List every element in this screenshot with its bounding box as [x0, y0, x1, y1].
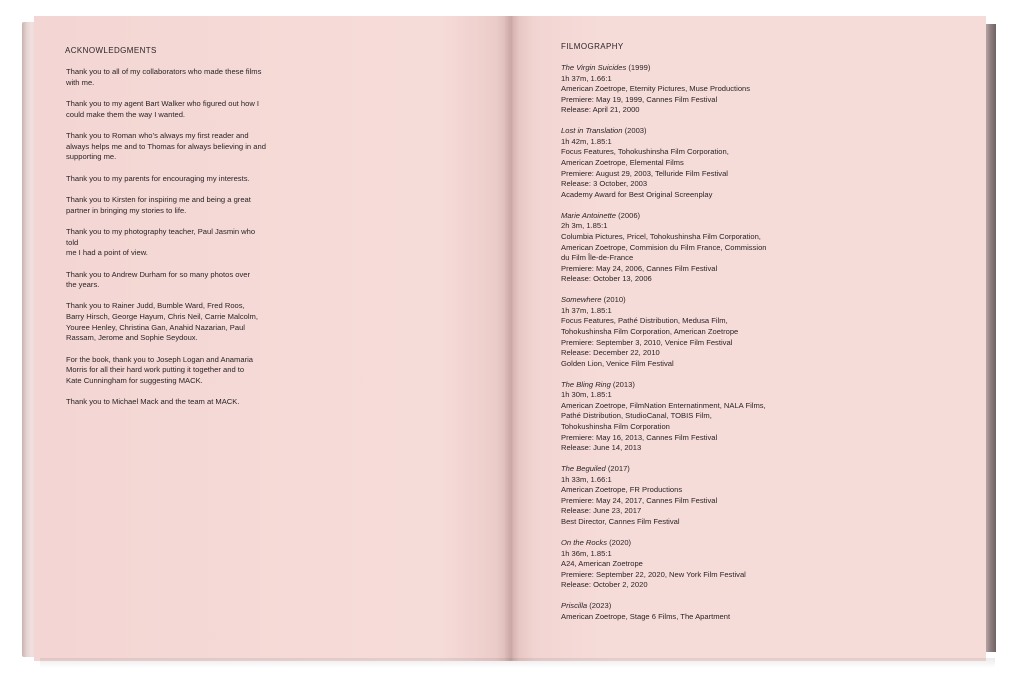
film-detail-line: Release: December 22, 2010 [561, 348, 660, 358]
acknowledgment-paragraph [66, 355, 266, 387]
film-year: (2010) [601, 295, 626, 305]
film-title: The Bling Ring [561, 379, 611, 389]
acknowledgment-line: Thank you to my agent Bart Walker who figured out how I [66, 98, 260, 108]
acknowledgment-line: Barry Hirsch, George Hayum, Chris Neil, Carrie Malcolm, [66, 312, 258, 322]
film-year: (2023) [587, 601, 612, 611]
film-year: (2020) [607, 537, 632, 547]
acknowledgment-line: Thank you to all of my collaborators who made these films [66, 67, 262, 76]
book-shadow [40, 658, 995, 668]
film-detail-line: Release: June 23, 2017 [561, 506, 642, 516]
acknowledgment-paragraph [66, 227, 266, 259]
film-entry [561, 295, 771, 369]
acknowledgment-line: always helps me and to Thomas for always believing in and [66, 141, 266, 151]
film-detail-line: 1h 37m, 1.85:1 [561, 305, 612, 315]
film-detail-line: American Zoetrope, Elemental Films [561, 158, 684, 168]
film-detail-line: 1h 37m, 1.66:1 [561, 73, 612, 83]
film-title-line [561, 464, 771, 475]
filmography-heading: FILMOGRAPHY [561, 42, 624, 51]
film-title-line [561, 63, 771, 74]
film-detail-line: Release: October 2, 2020 [561, 580, 648, 590]
film-detail-line: 2h 3m, 1.85:1 [561, 221, 608, 231]
film-title-line [561, 211, 771, 222]
acknowledgment-line: Thank you to Rainer Judd, Bumble Ward, Fred Roos, [66, 301, 245, 311]
acknowledgment-paragraph [66, 99, 266, 120]
film-detail-line: Tohokushinsha Film Corporation, American Zoetrope [561, 326, 739, 336]
film-title-line [561, 601, 771, 612]
film-title: On the Rocks [561, 537, 608, 547]
film-detail-line: Focus Features, Tohokushinsha Film Corporation, [561, 147, 729, 157]
film-detail-line: Premiere: May 24, 2006, Cannes Film Festival [561, 263, 718, 273]
film-entry [561, 211, 771, 285]
acknowledgments-heading: ACKNOWLEDGMENTS [65, 46, 157, 55]
film-title: Somewhere [561, 295, 602, 305]
film-detail-line: Premiere: September 22, 2020, New York Film Festival [561, 569, 746, 579]
film-detail-line: American Zoetrope, FR Productions [561, 485, 683, 495]
film-detail-line: Release: June 14, 2013 [561, 443, 642, 453]
acknowledgment-line: Youree Henley, Christina Gan, Anahid Nazarian, Paul [66, 322, 245, 332]
film-detail-line: Focus Features, Pathé Distribution, Medusa Film, [561, 316, 728, 326]
acknowledgment-paragraph [66, 397, 266, 408]
film-year: (2013) [610, 379, 635, 389]
film-entry [561, 601, 771, 622]
film-detail-line: American Zoetrope, Stage 6 Films, The Apartment [561, 611, 731, 621]
film-detail-line: Premiere: May 19, 1999, Cannes Film Festival [561, 94, 718, 104]
film-entry [561, 380, 771, 454]
film-detail-line: Best Director, Cannes Film Festival [561, 517, 680, 527]
acknowledgment-line: Thank you to Michael Mack and the team at MACK. [66, 397, 240, 407]
film-title: The Beguiled [561, 464, 606, 474]
film-detail-line: 1h 42m, 1.85:1 [561, 136, 612, 146]
acknowledgment-line: with me. [66, 77, 95, 87]
film-title: Marie Antoinette [561, 210, 617, 220]
film-title: Lost in Translation [561, 126, 623, 136]
film-detail-line: 1h 30m, 1.85:1 [561, 390, 612, 400]
film-entry [561, 63, 771, 116]
film-title: Priscilla [561, 601, 588, 611]
film-detail-line: Premiere: May 16, 2013, Cannes Film Festival [561, 432, 718, 442]
acknowledgment-paragraph [66, 195, 266, 216]
acknowledgment-line: Morris for all their hard work putting it together and to [66, 365, 245, 375]
film-detail-line: Release: April 21, 2000 [561, 105, 640, 115]
film-title-line [561, 295, 771, 306]
acknowledgment-paragraph [66, 131, 266, 163]
book-gutter [505, 16, 519, 661]
film-title-line [561, 538, 771, 549]
filmography-list [561, 63, 771, 633]
film-year: (2003) [622, 126, 647, 136]
film-year: (2006) [616, 210, 641, 220]
film-detail-line: du Film Île-de-France [561, 253, 634, 263]
film-title-line [561, 126, 771, 137]
acknowledgment-line: Thank you to Roman who’s always my first reader and [66, 130, 249, 140]
film-detail-line: Premiere: August 29, 2003, Telluride Film Festival [561, 168, 728, 178]
acknowledgment-line: partner in bringing my stories to life. [66, 205, 187, 215]
acknowledgment-line: Thank you to Kirsten for inspiring me and being a great [66, 194, 251, 204]
film-detail-line: Release: October 13, 2006 [561, 274, 652, 284]
acknowledgment-paragraph [66, 301, 266, 343]
acknowledgment-line: could make them the way I wanted. [66, 109, 186, 119]
acknowledgment-paragraph [66, 270, 266, 291]
film-title-line [561, 380, 771, 391]
acknowledgment-line: me I had a point of view. [66, 248, 148, 258]
film-detail-line: American Zoetrope, FilmNation Enternatinment, NALA Films, [561, 400, 766, 410]
film-detail-line: 1h 36m, 1.85:1 [561, 548, 612, 558]
acknowledgment-line: Rassam, Jerome and Sophie Seydoux. [66, 333, 198, 343]
film-detail-line: Premiere: May 24, 2017, Cannes Film Festival [561, 495, 718, 505]
film-year: (1999) [626, 63, 651, 72]
acknowledgment-line: For the book, thank you to Joseph Logan and Anamaria [66, 354, 254, 364]
film-detail-line: Golden Lion, Venice Film Festival [561, 358, 674, 368]
acknowledgment-line: Thank you to my photography teacher, Paul Jasmin who told [66, 226, 256, 247]
acknowledgment-line: Kate Cunningham for suggesting MACK. [66, 375, 203, 385]
acknowledgment-line: supporting me. [66, 152, 117, 162]
film-entry [561, 538, 771, 591]
film-detail-line: A24, American Zoetrope [561, 559, 643, 569]
film-year: (2017) [605, 464, 630, 474]
film-title: The Virgin Suicides [561, 63, 627, 72]
acknowledgments-body [66, 67, 266, 419]
acknowledgment-line: Thank you to my parents for encouraging my interests. [66, 173, 250, 183]
film-detail-line: American Zoetrope, Commision du Film France, Commission [561, 242, 767, 252]
film-detail-line: Pathé Distribution, StudioCanal, TOBIS Film, [561, 411, 712, 421]
film-detail-line: American Zoetrope, Eternity Pictures, Muse Productions [561, 84, 751, 94]
film-entry [561, 464, 771, 528]
film-detail-line: Academy Award for Best Original Screenplay [561, 189, 713, 199]
film-detail-line: Tohokushinsha Film Corporation [561, 422, 670, 431]
film-entry [561, 126, 771, 200]
film-detail-line: Premiere: September 3, 2010, Venice Film Festival [561, 337, 733, 347]
acknowledgment-line: the years. [66, 280, 100, 290]
acknowledgment-paragraph [66, 67, 266, 88]
film-detail-line: Columbia Pictures, Pricel, Tohokushinsha Film Corporation, [561, 231, 761, 241]
acknowledgment-paragraph [66, 174, 266, 185]
acknowledgment-line: Thank you to Andrew Durham for so many photos over [66, 269, 251, 279]
film-detail-line: Release: 3 October, 2003 [561, 179, 648, 189]
film-detail-line: 1h 33m, 1.66:1 [561, 474, 612, 484]
